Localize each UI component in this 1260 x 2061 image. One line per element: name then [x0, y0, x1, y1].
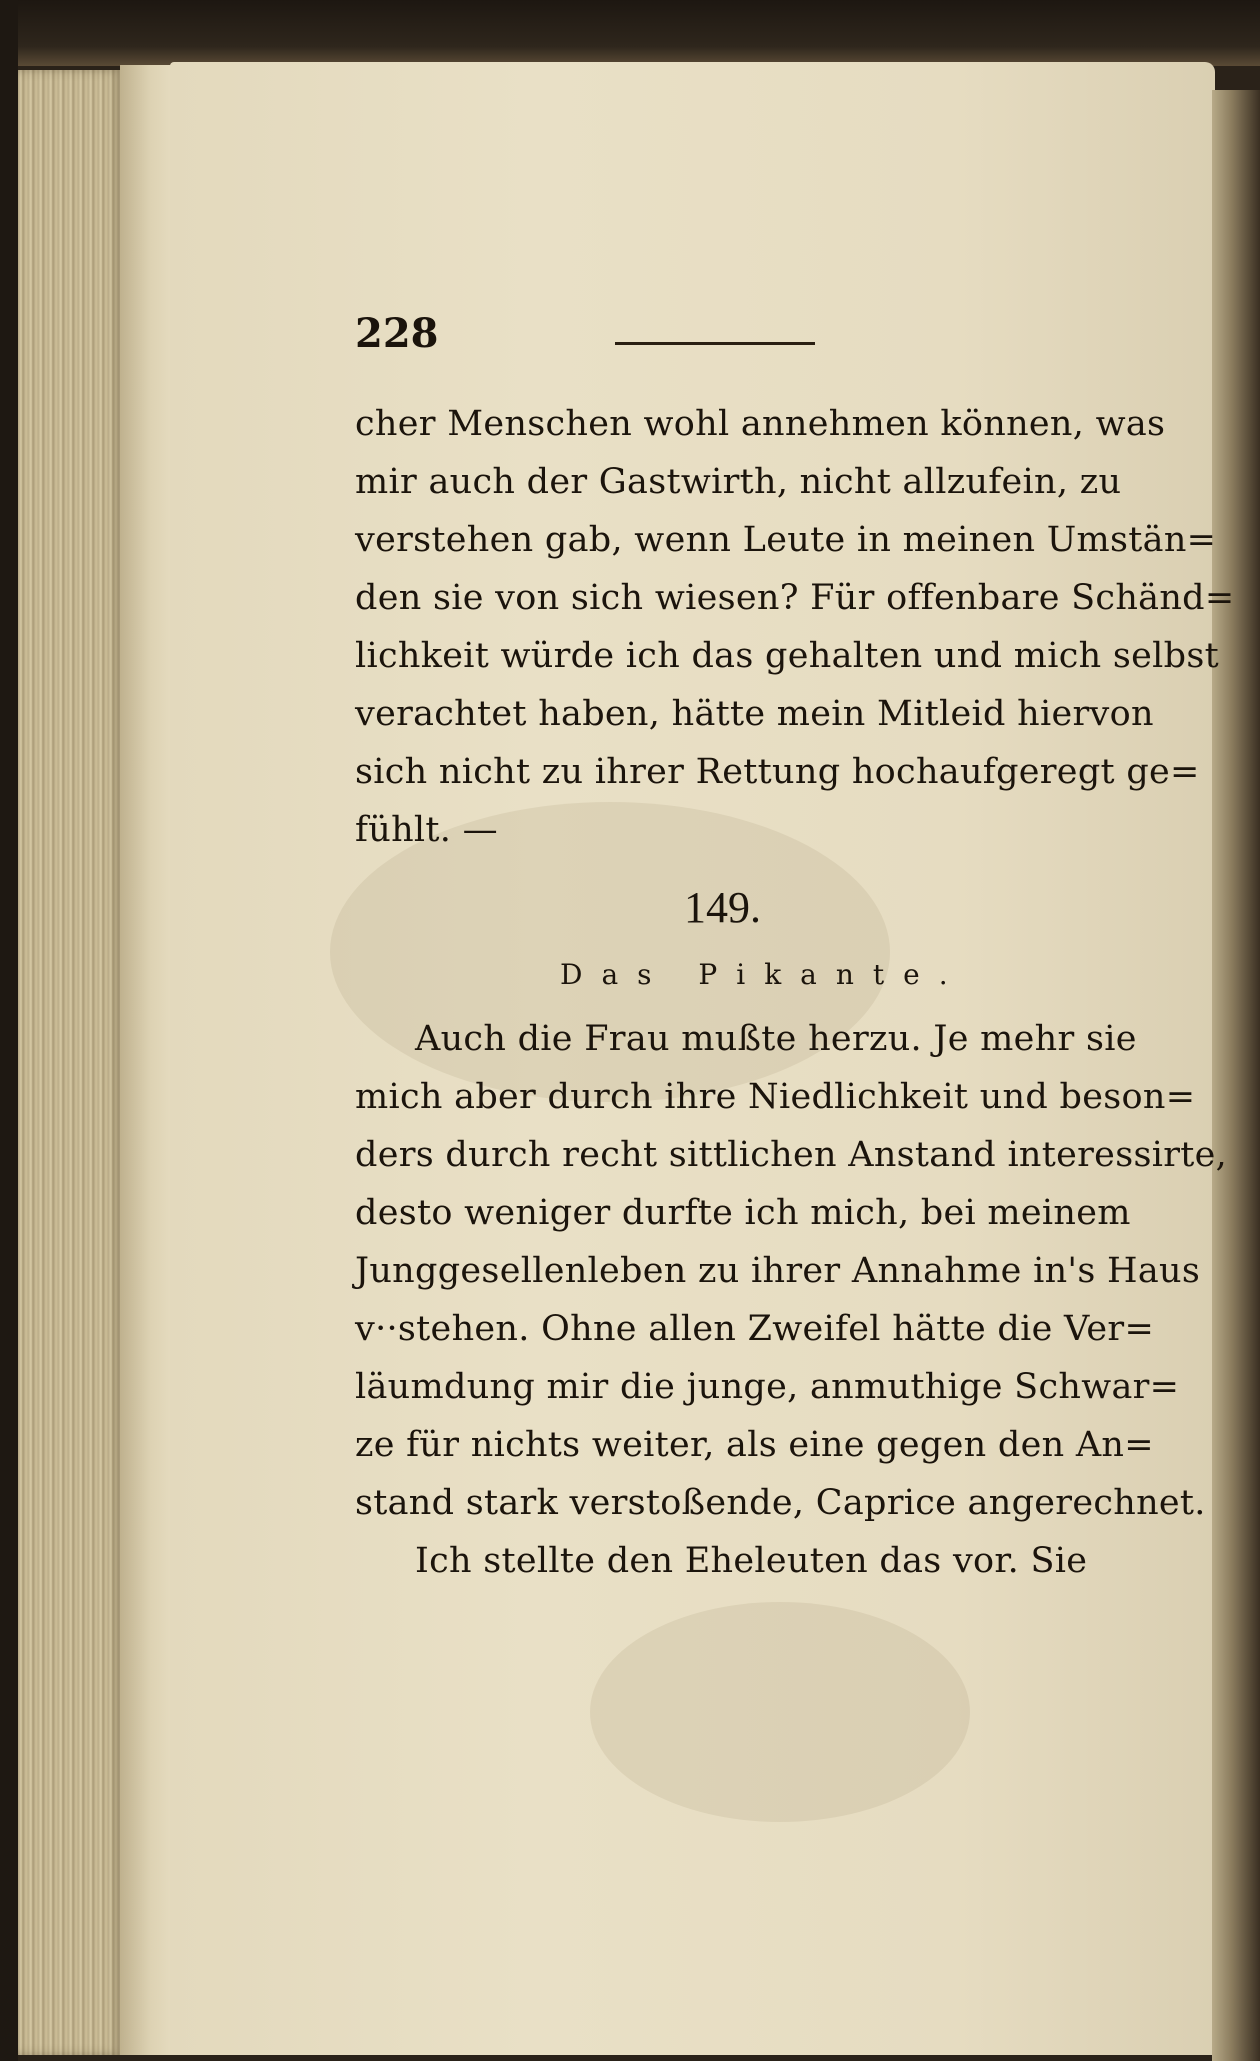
text-line: lichkeit würde ich das gehalten und mich selbst	[355, 636, 1219, 676]
text-line: ze für nichts weiter, als eine gegen den An=	[355, 1425, 1154, 1465]
page-number: 228	[355, 310, 439, 357]
text-line: mir auch der Gastwirth, nicht allzufein, zu	[355, 462, 1122, 502]
text-line: v··stehen. Ohne allen Zweifel hätte die Ver=	[355, 1309, 1155, 1349]
text-line: ders durch recht sittlichen Anstand interessirte,	[355, 1135, 1228, 1175]
text-line: verstehen gab, wenn Leute in meinen Umstän=	[355, 520, 1217, 560]
page-block-edges	[18, 70, 123, 2055]
book-cover-top	[0, 0, 1260, 66]
book-cover-left	[0, 0, 18, 2061]
text-line: den sie von sich wiesen? Für offenbare Schänd=	[355, 578, 1235, 618]
header-rule	[615, 342, 815, 345]
paper-stain	[590, 1602, 970, 1822]
text-line: Ich stellte den Eheleuten das vor. Sie	[415, 1541, 1088, 1581]
section-title: Das Pikante.	[560, 958, 967, 991]
text-line: verachtet haben, hätte mein Mitleid hiervon	[355, 694, 1154, 734]
text-line: mich aber durch ihre Niedlichkeit und beson=	[355, 1077, 1196, 1117]
text-line: sich nicht zu ihrer Rettung hochaufgeregt ge=	[355, 752, 1200, 792]
text-line: stand stark verstoßende, Caprice angerechnet.	[355, 1483, 1206, 1523]
text-line: desto weniger durfte ich mich, bei meinem	[355, 1193, 1131, 1233]
page-gutter	[120, 65, 175, 2055]
page-right-edge	[1212, 90, 1260, 2061]
text-line: Junggesellenleben zu ihrer Annahme in's Haus	[355, 1251, 1201, 1291]
section-number: 149.	[684, 883, 761, 932]
text-line: läumdung mir die junge, anmuthige Schwar=	[355, 1367, 1180, 1407]
text-line: cher Menschen wohl annehmen können, was	[355, 404, 1166, 444]
text-line: Auch die Frau mußte herzu. Je mehr sie	[415, 1019, 1137, 1059]
text-line: fühlt. —	[355, 810, 498, 850]
